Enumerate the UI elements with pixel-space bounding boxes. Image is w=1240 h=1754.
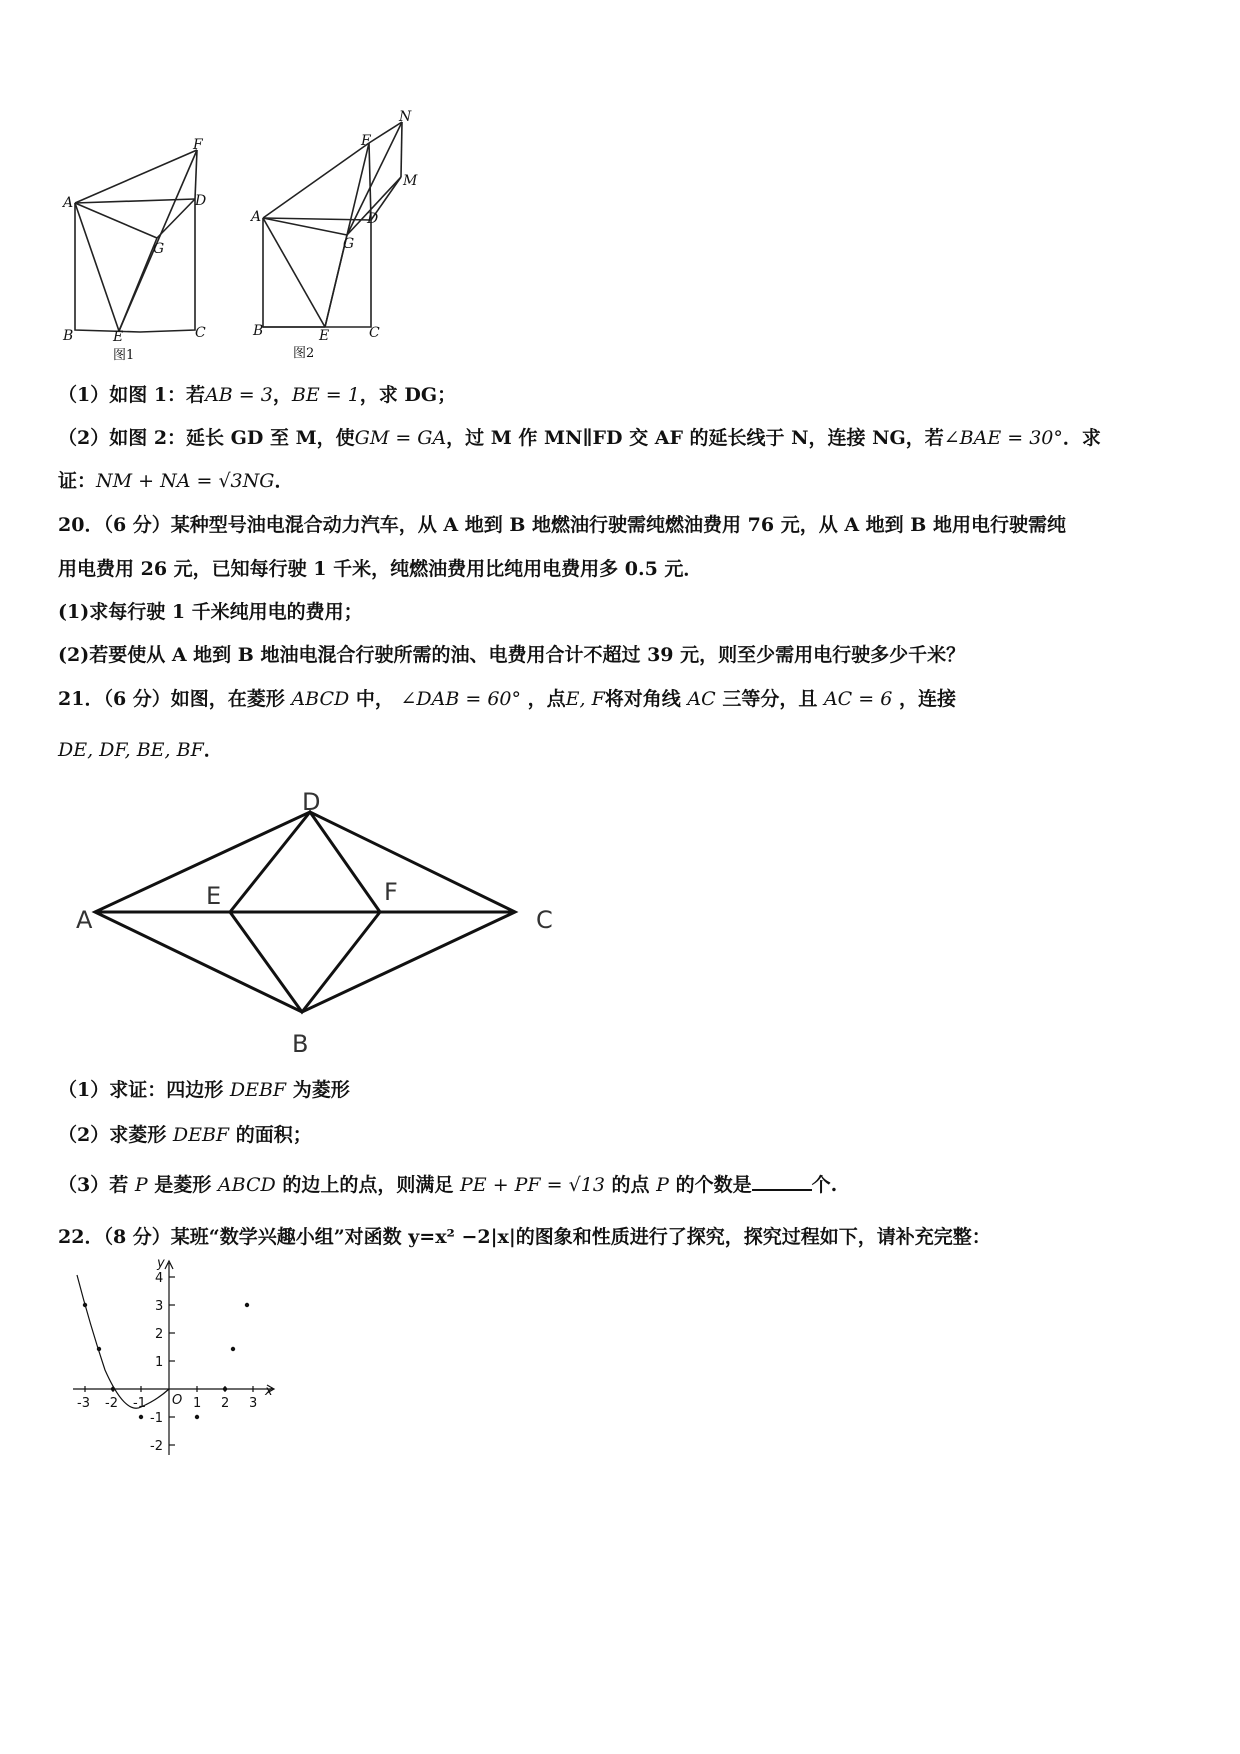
answer-blank	[752, 1171, 812, 1191]
q20-part1: (1)求每行驶 1 千米纯用电的费用；	[58, 601, 363, 623]
rhombus-label-b: B	[292, 1030, 309, 1058]
x-tick-6: 3	[249, 1396, 258, 1411]
fig2-label-a: A	[251, 209, 262, 225]
y-tick-5: -1	[150, 1411, 163, 1426]
y-tick-4: 1	[155, 1355, 164, 1370]
y-tick-2: 3	[155, 1299, 164, 1314]
fig1-label-c: C	[195, 325, 206, 341]
y-tick-3: 2	[155, 1327, 164, 1342]
fig1-label-a: A	[63, 195, 74, 211]
fig2-label-b: B	[253, 323, 264, 339]
fig2-label-m: M	[403, 173, 418, 189]
q20-line1: 20．（6 分）某种型号油电混合动力汽车，从 A 地到 B 地燃油行驶需纯燃油费用 76 元，从 A 地到 B 地用电行驶需纯	[58, 514, 1066, 536]
fig1-label-e: E	[113, 329, 124, 345]
q21-part3: （3）若 P 是菱形 ABCD 的边上的点，则满足 PE + PF = √13 的点 P 的个数是 个.	[58, 1170, 837, 1197]
rhombus-label-f: F	[384, 878, 398, 906]
fig2-label-c: C	[369, 325, 380, 341]
x-tick-4: 1	[193, 1396, 202, 1411]
q22-line1: 22．（8 分）某班“数学兴趣小组”对函数 y=x² −2|x|的图象和性质进行了探究，探究过程如下，请补充完整：	[58, 1226, 991, 1248]
y-tick-1: 4	[155, 1271, 164, 1286]
fig2-caption: 图2	[293, 346, 315, 361]
x-tick-1: -3	[77, 1396, 90, 1411]
q21-part2: （2）求菱形 DEBF 的面积；	[58, 1124, 312, 1146]
fig1-label-f: F	[193, 137, 203, 153]
rhombus-figure	[70, 790, 590, 1060]
x-tick-2: -2	[105, 1396, 118, 1411]
q21-line1: 21．（6 分）如图，在菱形 ABCD 中， ∠DAB = 60° ，点E, F将对角线 AC 三等分，且 AC = 6 ，连接	[58, 688, 956, 710]
fig1-label-d: D	[195, 193, 207, 209]
axis-x-label: x	[265, 1384, 273, 1399]
q21-line2: DE, DF, BE, BF．	[58, 739, 223, 761]
fig2-label-d: D	[367, 211, 379, 227]
fig2-label-n: N	[399, 109, 412, 125]
fig1-caption: 图1	[113, 348, 135, 363]
fig2-label-f: F	[361, 133, 371, 149]
y-tick-6: -2	[150, 1439, 163, 1454]
fig1-label-g: G	[153, 241, 165, 257]
q21-part1: （1）求证：四边形 DEBF 为菱形	[58, 1079, 350, 1101]
x-tick-5: 2	[221, 1396, 230, 1411]
axis-y-label: y	[157, 1256, 165, 1271]
function-graph	[65, 1255, 295, 1460]
q19-part2: （2）如图 2：延长 GD 至 M，使GM = GA，过 M 作 MN∥FD 交 AF 的延长线于 N，连接 NG，若∠BAE = 30°．求	[58, 427, 1101, 449]
fig2-label-g: G	[343, 236, 355, 252]
q19-part2-line2: 证：NM + NA = √3NG．	[58, 470, 294, 492]
rhombus-label-c: C	[536, 906, 553, 934]
fig1-label-b: B	[63, 328, 74, 344]
origin-label: O	[172, 1393, 183, 1408]
q20-line2: 用电费用 26 元，已知每行驶 1 千米，纯燃油费用比纯用电费用多 0.5 元．	[58, 558, 703, 580]
rhombus-label-e: E	[206, 882, 222, 910]
geometry-figures-1-2	[55, 105, 455, 370]
x-tick-3: -1	[133, 1396, 146, 1411]
q19-part1: （1）如图 1：若AB = 3，BE = 1，求 DG；	[58, 384, 457, 406]
rhombus-label-a: A	[76, 906, 93, 934]
fig2-label-e: E	[319, 328, 330, 344]
q20-part2: (2)若要使从 A 地到 B 地油电混合行驶所需的油、电费用合计不超过 39 元，则至少需用电行驶多少千米？	[58, 644, 966, 666]
rhombus-label-d: D	[302, 790, 321, 816]
